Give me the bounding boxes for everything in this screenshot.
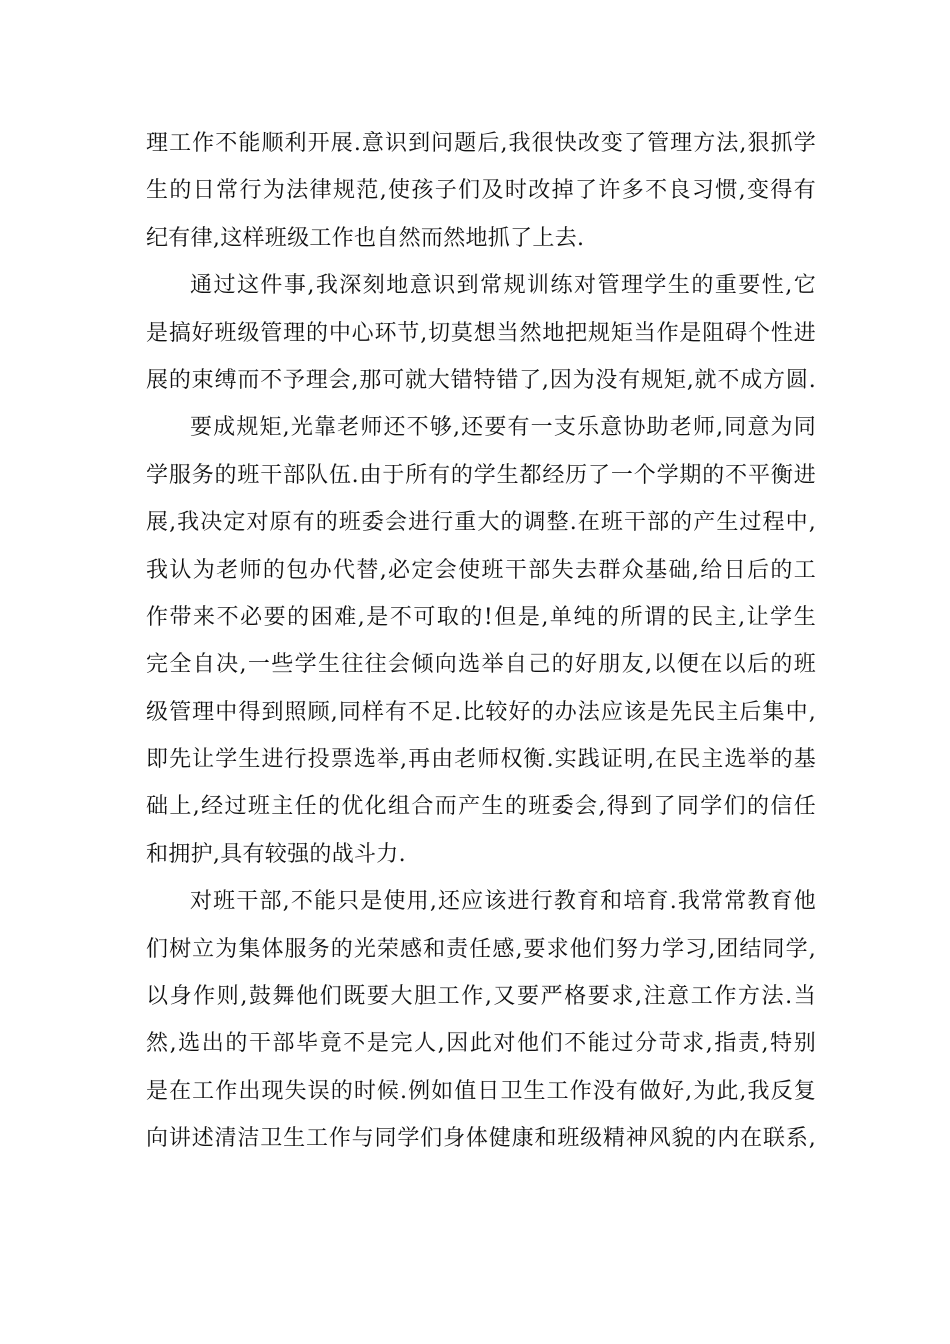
text-line: 是搞好班级管理的中心环节,切莫想当然地把规矩当作是阻碍个性进: [146, 320, 816, 346]
text-line: 向讲述清洁卫生工作与同学们身体健康和班级精神风貌的内在联系,: [146, 1126, 816, 1152]
paragraph: [146, 878, 816, 1162]
text-line: 通过这件事,我深刻地意识到常规训练对管理学生的重要性,它: [190, 273, 816, 299]
text-line: 要成规矩,光靠老师还不够,还要有一支乐意协助老师,同意为同: [190, 415, 816, 441]
text-line: 是在工作出现失误的时候.例如值日卫生工作没有做好,为此,我反复: [146, 1078, 816, 1104]
text-line: 纪有律,这样班级工作也自然而然地抓了上去.: [146, 225, 585, 251]
text-line: 础上,经过班主任的优化组合而产生的班委会,得到了同学们的信任: [146, 794, 816, 820]
text-line: 展的束缚而不予理会,那可就大错特错了,因为没有规矩,就不成方圆.: [146, 367, 816, 393]
text-line: 完全自决,一些学生往往会倾向选举自己的好朋友,以便在以后的班: [146, 652, 816, 678]
paragraph: [146, 120, 816, 262]
text-line: 对班干部,不能只是使用,还应该进行教育和培育.我常常教育他: [190, 889, 816, 915]
text-line: 生的日常行为法律规范,使孩子们及时改掉了许多不良习惯,变得有: [146, 178, 816, 204]
text-line: 然,选出的干部毕竟不是完人,因此对他们不能过分苛求,指责,特别: [146, 1031, 816, 1057]
text-line: 级管理中得到照顾,同样有不足.比较好的办法应该是先民主后集中,: [146, 699, 816, 725]
text-line: 以身作则,鼓舞他们既要大胆工作,又要严格要求,注意工作方法.当: [146, 984, 816, 1010]
paragraph: [146, 404, 816, 878]
text-line: 理工作不能顺利开展.意识到问题后,我很快改变了管理方法,狠抓学: [146, 131, 816, 156]
text-line: 展,我决定对原有的班委会进行重大的调整.在班干部的产生过程中,: [146, 510, 816, 536]
text-line: 我认为老师的包办代替,必定会使班干部失去群众基础,给日后的工: [146, 557, 816, 583]
text-line: 学服务的班干部队伍.由于所有的学生都经历了一个学期的不平衡进: [146, 462, 816, 488]
text-line: 即先让学生进行投票选举,再由老师权衡.实践证明,在民主选举的基: [146, 747, 816, 773]
paragraph: [146, 262, 816, 404]
text-line: 和拥护,具有较强的战斗力.: [146, 841, 406, 867]
document-body: [146, 120, 816, 1163]
text-line: 们树立为集体服务的光荣感和责任感,要求他们努力学习,团结同学,: [146, 936, 816, 962]
text-line: 作带来不必要的困难,是不可取的!但是,单纯的所谓的民主,让学生: [146, 604, 816, 630]
